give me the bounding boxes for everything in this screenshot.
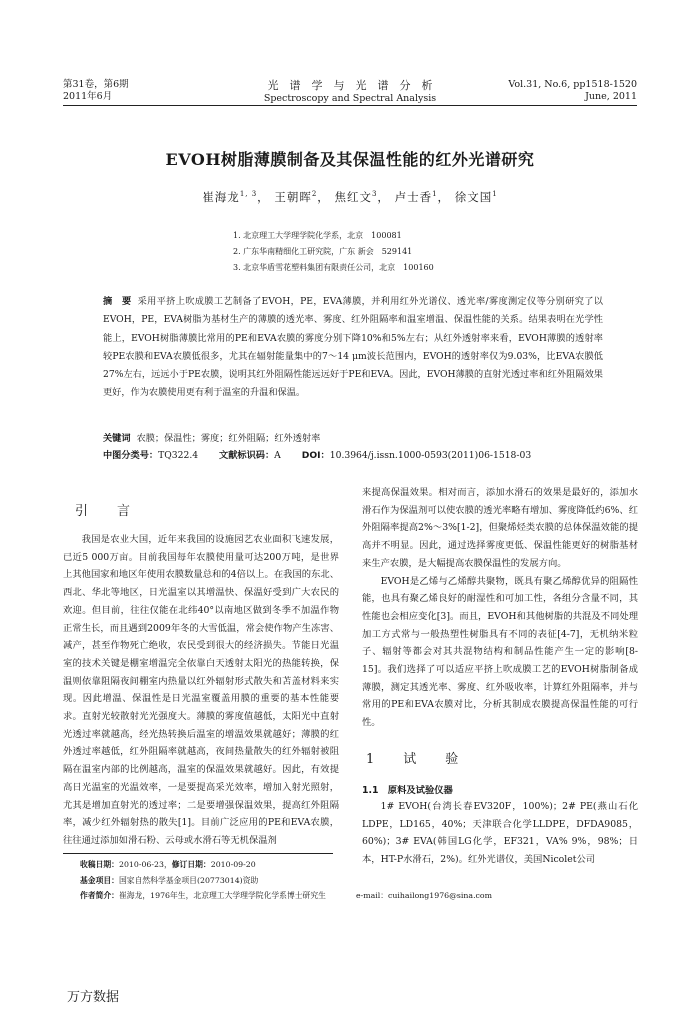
- paragraph: EVOH是乙烯与乙烯醇共聚物，既具有聚乙烯醇优异的阻隔性能，也具有聚乙烯良好的耐湿性和可加工性，各组分含量不同，其性能也会相应变化[3]。而且，EVOH和其他树脂的共混及不同处理加工方式常与一般热塑性树脂具有不同的表征[4-7]，无机纳米粒子、辐射等都会对其共混物结构和制品性能产生一定的影响[8-15]。我们选择了可以适应平挤上吹成膜工艺的EVOH树脂制备成薄膜，测定其透光率、雾度、红外吸收率，计算红外阻隔率，并与常用的PE和EVA农膜对比，分析其制成农膜提高保温性能的可行性。: [362, 575, 638, 729]
- intro-left-column: [63, 531, 339, 850]
- author-email: e-mail：cuihailong1976@sina.com: [355, 891, 493, 900]
- author: 徐文国$^1$: [454, 190, 498, 204]
- author-list: 崔海龙$^{1, 3}$， 王朝晖$^2$， 焦红文$^3$， 卢士香$^1$， 徐文国$^1$: [202, 190, 498, 204]
- author: 卢士香$^1$: [394, 190, 438, 204]
- author: 王朝晖$^2$: [274, 190, 318, 204]
- subsection-heading: 1.1 原料及试验仪器: [362, 785, 453, 796]
- journal-pages: Vol.31, No.6, pp1518-1520 June, 2011: [508, 79, 637, 102]
- affiliation: 2. 广东华南精细化工研究院，广东 新会 529141: [233, 247, 413, 256]
- classification: 中图分类号：TQ322.4 文献标识码：A DOI：10.3964/j.issn.1000-0593(2011)06-1518-03: [103, 450, 532, 461]
- keywords: 关键词 农膜；保温性；雾度；红外阻隔；红外透射率: [103, 433, 321, 444]
- footnote-rule: [63, 853, 333, 854]
- affiliation: 1. 北京理工大学理学院化学系，北京 100081: [233, 231, 402, 240]
- section-heading-intro: 引 言: [75, 504, 139, 519]
- abstract-text: 采用平挤上吹成膜工艺制备了EVOH，PE，EVA薄膜，并利用红外光谱仪、透光率/雾度测定仪等分别研究了以EVOH，PE，EVA树脂为基材生产的薄膜的透光率、雾度、红外阻隔率和温室增温、保温性能的关系。结果表明在光学性能上，EVOH树脂薄膜比常用的PE和EVA农膜的雾度分别下降10%和5%左右；从红外透射率来看，EVOH薄膜的透射率较PE农膜和EVA农膜低很多，尤其在辐射能量集中的7～14 μm波长范围内，EVOH的透射率仅为9.03%，比EVA农膜低27%左右，远远小于PE农膜，说明其红外阻隔性能远远好于PE和EVA。因此，EVOH薄膜的直射光透过率和红外阻隔效果更好，作为农膜使用更有利于温室的升温和保温。: [103, 296, 603, 399]
- doi: 10.3964/j.issn.1000-0593(2011)06-1518-03: [329, 450, 532, 461]
- journal-name: 光 谱 学 与 光 谱 分 析 Spectroscopy and Spectral Analysis: [263, 79, 437, 104]
- watermark: 万方数据: [67, 990, 120, 1005]
- paragraph: 来提高保温效果。相对而言，添加水滑石的效果是最好的，添加水滑石作为保温剂可以使农膜的透光率略有增加、雾度降低约6%、红外阻隔率提高2%～3%[1-2]，但聚烯烃类农膜的总体保温效能的提高并不明显。因此，通过选择雾度更低、保温性能更好的树脂基材来生产农膜，是大幅提高农膜保温性的发展方向。: [362, 487, 638, 569]
- author: 焦红文$^3$: [334, 190, 378, 204]
- paragraph: 我国是农业大国，近年来我国的设施园艺农业面积飞速发展，已近5 000万亩。目前我国每年农膜使用量可达200万吨，是世界上其他国家和地区年使用农膜数量总和的4倍以上。在我国的东北、西北、华北等地区，日光温室以其增温快、保温好受到广大农民的欢迎。但目前，往往仅能在北纬40°以南地区做到冬季不加温作物正常生长，而且遇到2009年冬的大雪低温，常会使作物产生冻害、减产，甚至作物死亡绝收，农民受到很大的经济损失。节能日光温室的技术关键是棚室增温完全依靠白天透射太阳光的热能转换，保温则依靠阻隔夜间棚室内热量以红外辐射形式散失和苫盖材料来实现。因此增温、保温性是日光温室覆盖用膜的重要的基本性能要求。直射光较散射光光强度大。薄膜的雾度值越低，太阳光中直射光透过率就越高，经光热转换后温室的增温效果就越好；薄膜的红外透过率越低，红外阻隔率就越高，夜间热量散失的红外辐射被阻隔在温室内部的比例越高，温室的保温效果就越好。因此，有效提高日光温室的光温效率，一是要提高采光效率，增加入射光照射，尤其是增加直射光的透过率；二是要增强保温效果，提高红外阻隔率，减少红外辐射热的散失[1]。目前广泛应用的PE和EVA农膜，往往通过添加如滑石粉、云母或水滑石等无机保温剂: [63, 534, 339, 846]
- header-rule: [63, 105, 637, 106]
- abstract-label: 摘 要: [103, 296, 132, 307]
- paper-title: EVOH树脂薄膜制备及其保温性能的红外光谱研究: [165, 150, 535, 169]
- affiliations: [233, 228, 434, 276]
- footnote: 收稿日期：2010-06-23，修订日期：2010-09-20 基金项目：国家自然科学基金项目(20773014)资助 作者简介：崔海龙，1976年生，北京理工大学理学院化学系博士研究生 e-mail：cuihailong1976@sina.com: [80, 860, 493, 900]
- affiliation: 3. 北京华盾雪花塑料集团有限责任公司，北京 100160: [233, 263, 434, 272]
- paragraph: 1# EVOH(台湾长春EV320F，100%)；2# PE(燕山石化LDPE，LD165，40%；天津联合化学LLDPE，DFDA9085，60%)；3# EVA(韩国LG化学，EF321，VA% 9%，98%；日本，HT-P水滑石，2%)。红外光谱仪，美国Nicolet公司: [362, 801, 638, 866]
- intro-right-column: [362, 484, 638, 732]
- author: 崔海龙$^{1, 3}$: [202, 190, 258, 204]
- section-heading-experiment: 1 试 验: [366, 752, 467, 767]
- journal-volume: 第31卷，第6期 2011年6月: [63, 79, 129, 102]
- abstract: [103, 293, 603, 403]
